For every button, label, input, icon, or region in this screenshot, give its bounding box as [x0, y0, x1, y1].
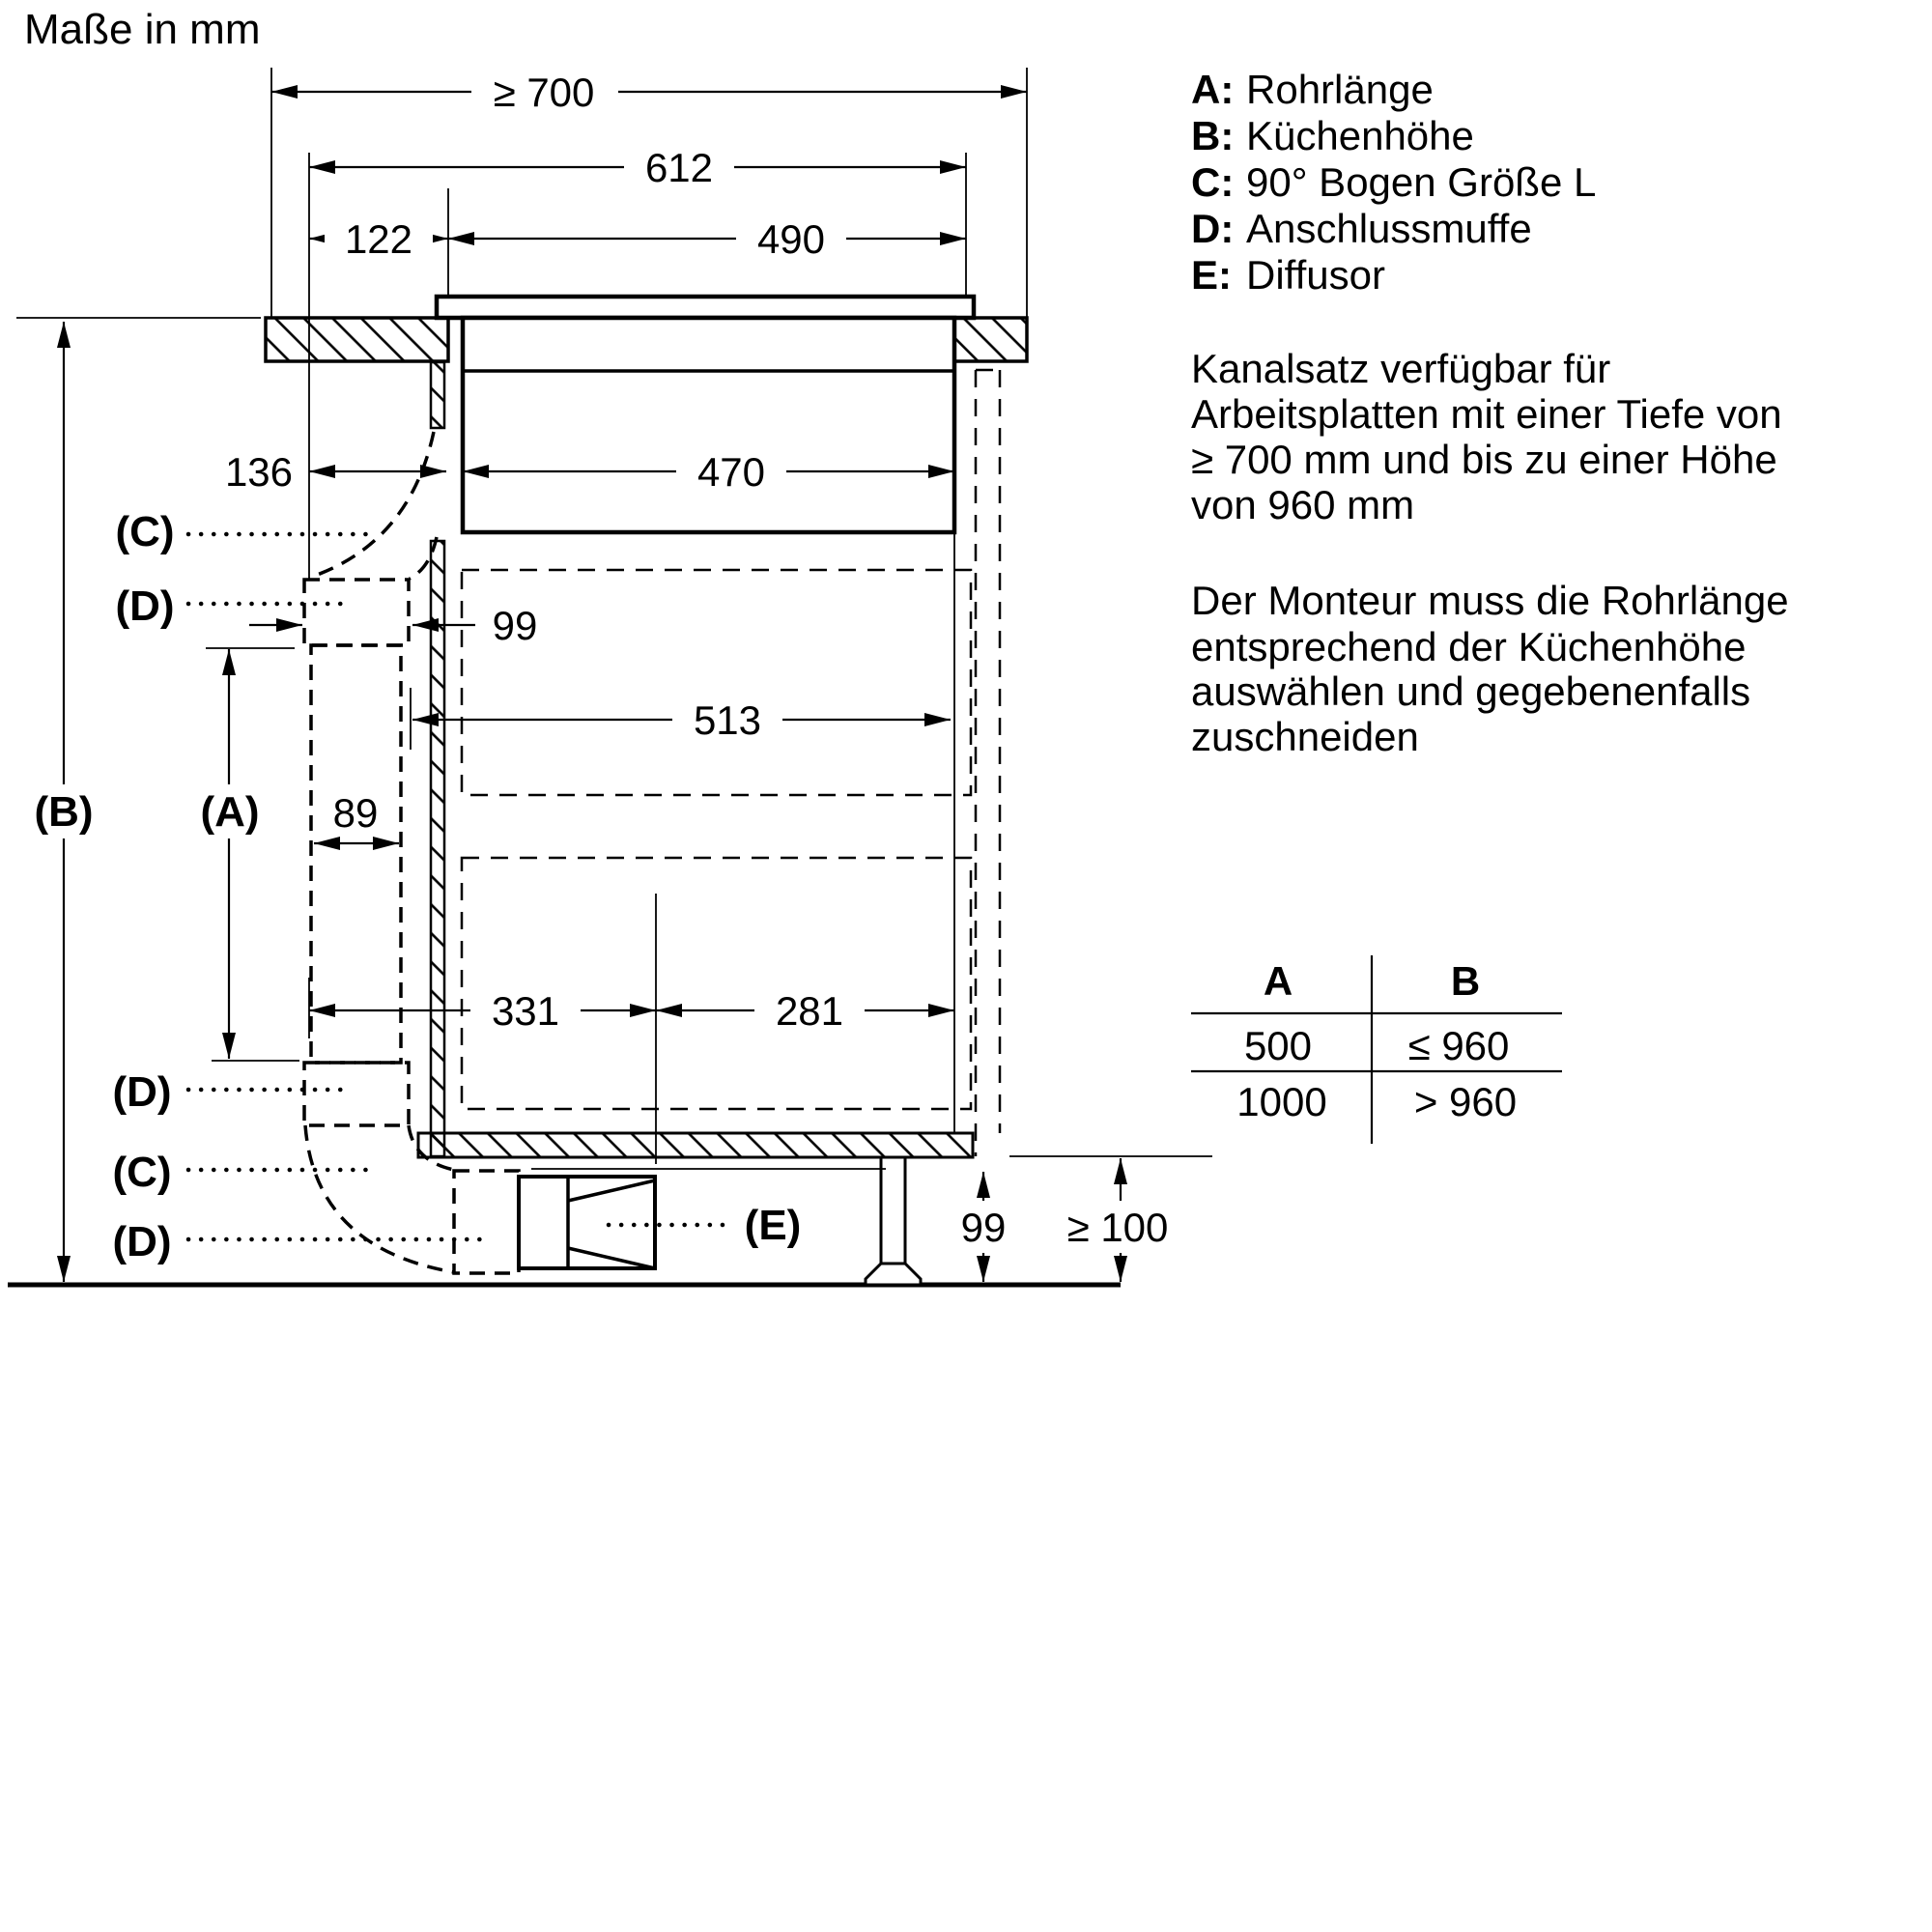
- duct-inlet-strip: [431, 362, 444, 428]
- label-B: (B): [34, 788, 94, 836]
- dim-cabinet-inner-width-value: 513: [693, 697, 762, 743]
- callout-D-bottom: [112, 1218, 488, 1265]
- svg-text:(C): (C): [112, 1149, 172, 1196]
- note-installer-instruction: [1191, 578, 1789, 759]
- legend-key-a: A:: [1191, 67, 1235, 112]
- dim-left-span-value: 331: [491, 988, 560, 1034]
- dim-kitchen-height-B: [23, 322, 104, 1282]
- legend-label-b: Küchenhöhe: [1246, 113, 1474, 158]
- dim-pipe-length-A: [189, 649, 270, 1059]
- legend-key-c: C:: [1191, 159, 1235, 205]
- svg-text:zuschneiden: zuschneiden: [1191, 714, 1419, 759]
- svg-text:Der Monteur muss die Rohrlänge: Der Monteur muss die Rohrlänge: [1191, 578, 1789, 623]
- legend: [1191, 67, 1596, 298]
- dim-muffe-width-value: 99: [492, 603, 538, 648]
- dim-left-offset: [309, 216, 448, 262]
- svg-text:(C): (C): [115, 508, 175, 555]
- elbow-top-90: [309, 432, 437, 579]
- cabinet-bottom: [418, 1133, 973, 1157]
- anschlussmuffe-outlet: [454, 1171, 519, 1273]
- dim-right-span-value: 281: [775, 988, 844, 1034]
- svg-text:(D): (D): [112, 1218, 172, 1265]
- hob-body: [463, 318, 954, 532]
- hob-glass-plate: [437, 297, 974, 318]
- dim-hob-total-width-value: 612: [644, 145, 714, 190]
- svg-text:(D): (D): [112, 1068, 172, 1116]
- cabinet-inner-zone-upper: [462, 570, 971, 795]
- svg-text:(D): (D): [115, 582, 175, 630]
- pipe-length-table: [1191, 955, 1562, 1144]
- callout-D-top: [115, 582, 348, 630]
- dim-duct-offset-value: 136: [224, 449, 294, 495]
- anschlussmuffe-bottom: [304, 1063, 409, 1125]
- dim-muffe-width: [249, 603, 537, 648]
- diffusor: [519, 1177, 655, 1268]
- cabinet-inner-zone-lower: [462, 858, 971, 1109]
- legend-label-a: Rohrlänge: [1246, 67, 1434, 112]
- callout-C-top: [115, 508, 370, 555]
- dim-hob-body-width-value: 470: [696, 449, 766, 495]
- dim-right-span: [656, 988, 954, 1034]
- dim-left-span: [309, 988, 656, 1034]
- dim-hob-total-width: [309, 145, 966, 190]
- svg-text:entsprechend der Küchenhöhe: entsprechend der Küchenhöhe: [1191, 624, 1747, 669]
- dim-cabinet-inner-width: [412, 697, 951, 743]
- svg-text:von 960 mm: von 960 mm: [1191, 482, 1415, 527]
- cabinet-foot: [866, 1157, 921, 1285]
- table-cell-a2: 1000: [1236, 1079, 1327, 1124]
- page-title: Maße in mm: [24, 6, 261, 53]
- legend-key-e: E:: [1191, 252, 1232, 298]
- table-cell-b1: ≤ 960: [1407, 1023, 1510, 1068]
- worktop-left: [266, 318, 448, 361]
- dim-left-offset-value: 122: [344, 216, 413, 262]
- duct-back-panel: [431, 541, 444, 1156]
- dim-bottom-gap-value: 99: [960, 1205, 1007, 1250]
- worktop-right: [954, 318, 1027, 361]
- dim-floor-clearance: [1043, 1158, 1194, 1282]
- svg-text:(E): (E): [744, 1202, 802, 1249]
- dim-worktop-depth: [271, 70, 1027, 115]
- svg-text:Kanalsatz verfügbar für: Kanalsatz verfügbar für: [1191, 346, 1611, 391]
- legend-key-b: B:: [1191, 113, 1235, 158]
- dim-floor-clearance-value: ≥ 100: [1066, 1205, 1169, 1250]
- table-cell-a1: 500: [1243, 1023, 1313, 1068]
- dim-worktop-depth-value: ≥ 700: [493, 70, 595, 115]
- note-duct-availability: [1191, 346, 1782, 527]
- legend-label-d: Anschlussmuffe: [1246, 206, 1532, 251]
- dim-duct-width-value: 89: [332, 790, 379, 836]
- dim-duct-width: [314, 790, 399, 843]
- label-A: (A): [200, 788, 260, 836]
- extension-lines: [16, 68, 1212, 1169]
- cabinet-right-side: [954, 361, 1000, 1156]
- callout-D-mid: [112, 1068, 346, 1116]
- duct-pipe-A: [311, 645, 401, 1063]
- dim-cutout-width-value: 490: [756, 216, 826, 262]
- table-cell-b2: > 960: [1413, 1079, 1518, 1124]
- svg-text:≥ 700 mm und bis zu einer Höhe: ≥ 700 mm und bis zu einer Höhe: [1191, 437, 1777, 482]
- table-header-a: A: [1263, 958, 1293, 1004]
- legend-key-d: D:: [1191, 206, 1235, 251]
- legend-label-e: Diffusor: [1246, 252, 1385, 298]
- svg-text:Arbeitsplatten mit einer Tiefe: Arbeitsplatten mit einer Tiefe von: [1191, 391, 1782, 437]
- dim-cutout-width: [448, 216, 966, 262]
- anschlussmuffe-top: [304, 580, 409, 645]
- dim-bottom-gap: [952, 1172, 1015, 1282]
- legend-label-c: 90° Bogen Größe L: [1246, 159, 1597, 205]
- callout-C-bottom: [112, 1149, 372, 1196]
- svg-text:auswählen und gegebenenfalls: auswählen und gegebenenfalls: [1191, 668, 1751, 714]
- table-header-b: B: [1450, 958, 1481, 1004]
